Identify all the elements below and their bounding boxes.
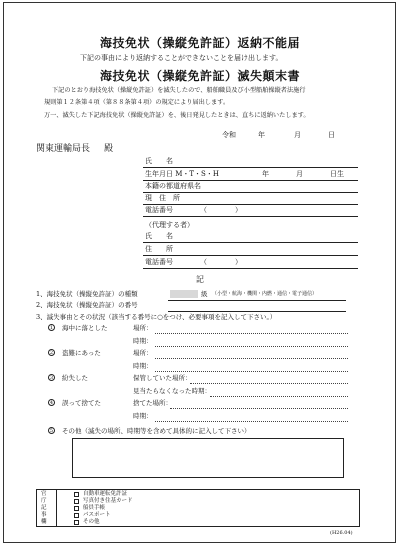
applicant-phone-line[interactable] <box>143 216 358 217</box>
reason-3-circle[interactable]: 3 <box>49 375 54 381</box>
office-char-5: 欄 <box>41 519 47 525</box>
option-label-3: 船員手帳 <box>83 505 106 511</box>
reason-4-place: 捨てた場所： <box>133 399 172 407</box>
intro-line-1: 下記のとおり海技免状（操縦免許証）を滅失したので、船舶職員及び小型船舶操縦者法施行 <box>52 87 306 94</box>
applicant-birth-label: 生年月日 M・T・S・H <box>145 170 219 178</box>
intro-line-3: 万一、滅失した下記海技免状（操縦免許証）を、後日発見したときは、直ちに返納いたします。 <box>44 112 310 119</box>
option-checkbox-4[interactable] <box>74 513 79 518</box>
item-1-line <box>168 300 346 301</box>
reason-3-place1-line[interactable] <box>190 383 348 384</box>
applicant-birth-day: 日生 <box>330 170 344 178</box>
office-char-4: 事 <box>41 512 47 518</box>
applicant-address-line[interactable] <box>143 204 358 205</box>
applicant-name-label: 氏 名 <box>145 157 173 165</box>
option-checkbox-5[interactable] <box>74 520 79 525</box>
reason-2-time-line[interactable] <box>155 371 348 372</box>
reason-3-place1: 保管していた場所： <box>133 374 192 382</box>
reason-5-textarea[interactable] <box>72 438 344 478</box>
agent-header: （代理する者） <box>145 221 194 229</box>
reason-1-time-line[interactable] <box>155 346 348 347</box>
reason-4-place-line[interactable] <box>170 408 348 409</box>
ki-mark: 記 <box>196 275 204 284</box>
option-label-1: 自動車運転免許証 <box>83 491 128 497</box>
reason-2-time: 時期： <box>133 362 153 370</box>
applicant-address-label: 現 住 所 <box>145 194 180 202</box>
reason-1-place-line[interactable] <box>155 333 348 334</box>
reason-4-circle[interactable]: 4 <box>49 400 54 406</box>
applicant-phone-label: 電話番号 <box>145 206 173 214</box>
option-checkbox-2[interactable] <box>74 499 79 504</box>
reason-5-label: その他（滅失の場所、時期等を含めて具体的に記入して下さい） <box>62 427 251 435</box>
date-month: 月 <box>294 131 301 139</box>
addressee-honorific: 殿 <box>104 144 114 154</box>
title-return-impossible: 海技免状（操縦免許証）返納不能届 <box>99 36 300 50</box>
option-checkbox-3[interactable] <box>74 506 79 511</box>
reason-5-circle[interactable]: 5 <box>49 428 54 434</box>
reason-4-time: 時期： <box>133 412 153 420</box>
item-1-options: （小型・航海・機関・内燃・通信・電子通信） <box>212 291 318 297</box>
date-year: 年 <box>258 131 265 139</box>
applicant-birth-month: 月 <box>296 170 303 178</box>
reason-1-circle[interactable]: 1 <box>49 325 54 331</box>
title-sub-statement: 下記の事由により返納することができないことを届け出します。 <box>80 54 283 62</box>
applicant-birth-year: 年 <box>262 170 269 178</box>
grade-field-shaded[interactable] <box>170 290 198 298</box>
reason-2-circle[interactable]: 2 <box>49 350 54 356</box>
reason-2-place: 場所： <box>133 349 153 357</box>
reason-2-label: 盗難にあった <box>62 349 101 357</box>
applicant-name-line[interactable] <box>143 167 358 168</box>
reason-3-label: 紛失した <box>62 374 88 382</box>
reason-1-place: 場所： <box>133 324 153 332</box>
item-1-label: 1、海技免状（操縦免許証）の種類 <box>36 290 138 298</box>
agent-phone-label: 電話番号 <box>145 258 173 266</box>
office-char-3: 記 <box>41 505 47 511</box>
agent-phone-line[interactable] <box>143 268 358 269</box>
applicant-domicile-line[interactable] <box>143 192 358 193</box>
office-use-divider <box>56 489 57 527</box>
office-char-2: 庁 <box>41 498 47 504</box>
addressee-office: 関東運輸局長 <box>36 144 91 154</box>
reason-1-time: 時期： <box>133 337 153 345</box>
option-label-2: 写真付き住基カード <box>83 498 133 504</box>
reason-1-label: 海中に落とした <box>62 324 108 332</box>
agent-address-line[interactable] <box>143 255 358 256</box>
reason-2-place-line[interactable] <box>155 358 348 359</box>
reason-4-time-line[interactable] <box>155 421 348 422</box>
applicant-birth-line[interactable] <box>143 180 358 181</box>
item-1-grade: 級 <box>201 290 208 298</box>
applicant-phone-paren: （ ） <box>200 206 242 214</box>
option-label-4: パスポート <box>83 512 111 518</box>
applicant-domicile-label: 本籍の都道府県名 <box>145 182 201 190</box>
office-char-1: 官 <box>41 491 47 497</box>
agent-address-label: 住 所 <box>145 245 173 253</box>
title-loss-report: 海技免状（操縦免許証）滅失顛末書 <box>99 69 300 83</box>
reason-3-place2-line[interactable] <box>210 396 348 397</box>
agent-name-label: 氏 名 <box>145 232 173 240</box>
agent-phone-paren: （ ） <box>200 258 242 266</box>
intro-line-2: 規則第１２条第４項（第８８条第４項）の規定により届出します。 <box>44 99 230 106</box>
agent-name-line[interactable] <box>143 242 358 243</box>
option-checkbox-1[interactable] <box>74 492 79 497</box>
item-2-label: 2、海技免状（操縦免許証）の番号 <box>36 301 138 309</box>
footer-code: (H26.04) <box>330 530 353 536</box>
reason-3-place2: 見当たらなくなった時期： <box>133 387 211 395</box>
option-label-5: その他 <box>83 519 100 525</box>
item-3-label: 3、滅失事由とその状況（該当する番号に○をつけ、必要事項を記入して下さい。） <box>36 313 277 321</box>
date-era: 令和 <box>222 131 236 139</box>
date-day: 日 <box>328 131 335 139</box>
item-2-line[interactable] <box>168 311 346 312</box>
reason-4-label: 誤って捨てた <box>62 399 101 407</box>
